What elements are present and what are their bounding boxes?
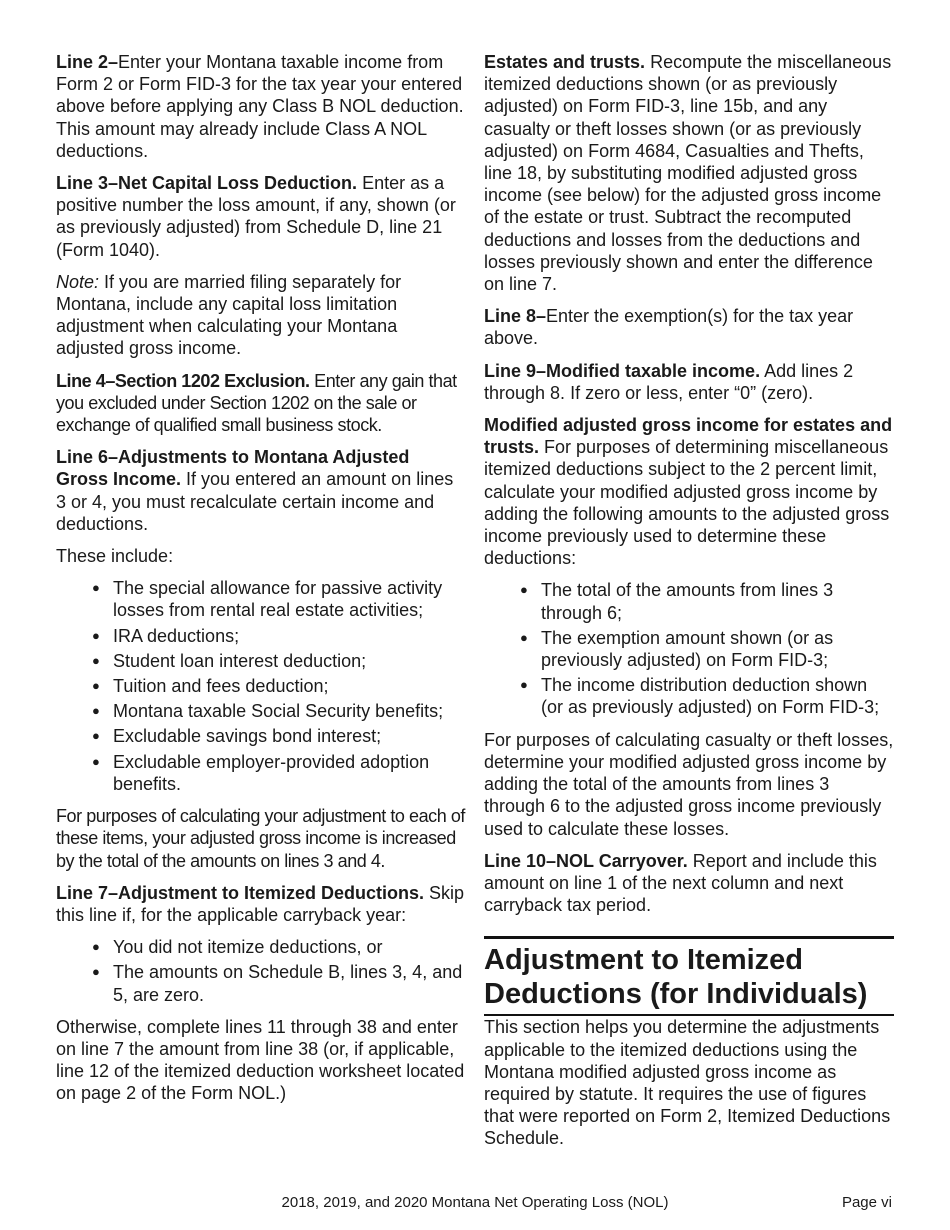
note-paragraph: [56, 271, 466, 360]
line-3-paragraph: [56, 172, 466, 261]
line-9-paragraph: [484, 360, 894, 404]
list-item: ● Student loan interest deduction;: [92, 650, 466, 672]
otherwise-text: Otherwise, complete lines 11 through 38 and enter on line 7 the amount from line 38 (or, if applicable, line 12 of the itemized deduction worksheet located on page 2 of the Form NOL.): [56, 1016, 465, 1104]
line-4-heading: Line 4–Section 1202 Exclusion.: [56, 370, 310, 391]
footer-title: 2018, 2019, and 2020 Montana Net Operating Loss (NOL): [281, 1194, 669, 1211]
list-item: ● You did not itemize deductions, or: [92, 936, 466, 958]
line-4-text: Enter any gain that you excluded under Section 1202 on the sale or exchange of qualified small business stock.: [56, 370, 457, 436]
skip-conditions-list: [56, 936, 466, 1006]
line-8-paragraph: [484, 305, 894, 349]
list-item: ● The special allowance for passive activity losses from rental real estate activities;: [92, 577, 466, 621]
estates-text: Recompute the miscellaneous itemized deductions shown (or as previously adjusted) on Form FID-3, line 15b, and any casualty or theft losses shown (or as previously adjusted) on Form 4684, Casualties and Thefts, line 18, by substituting modified adjusted gross income (see below) for the adjusted gross income of the estate or trust. Subtract the recomputed deductions and losses from the deductions and losses previously shown and enter the difference on line 7.: [484, 52, 892, 295]
line-2-text: Enter your Montana taxable income from Form 2 or Form FID-3 for the tax year your entered above before applying any Class B NOL deduction. This amount may already include Class A NOL deductions.: [56, 52, 464, 161]
line-7-text: Skip this line if, for the applicable carryback year:: [56, 882, 465, 925]
list-item: ● IRA deductions;: [92, 625, 466, 647]
list-item: ● The income distribution deduction shown (or as previously adjusted) on Form FID-3;: [520, 674, 894, 718]
these-include-text: These include:: [56, 546, 174, 567]
page-number: Page vi: [841, 1194, 892, 1211]
line-3-text: Enter as a positive number the loss amount, if any, shown (or as previously adjusted) from Schedule D, line 21 (Form 1040).: [56, 173, 456, 260]
line-10-paragraph: [484, 850, 894, 917]
line-7-paragraph: [56, 882, 466, 926]
adjustment-items-list: [56, 577, 466, 795]
list-item: ● The amounts on Schedule B, lines 3, 4, and 5, are zero.: [92, 961, 466, 1005]
note-text: If you are married filing separately for Montana, include any capital loss limitation adjustment when calculating your Montana adjusted gross income.: [56, 271, 402, 359]
line-8-text: Enter the exemption(s) for the tax year above.: [484, 306, 854, 349]
line-3-heading: Line 3–Net Capital Loss Deduction.: [56, 173, 358, 194]
section-heading: Adjustment to Itemized Deductions (for Individuals): [484, 936, 894, 1016]
line-4-paragraph: [56, 370, 466, 437]
list-item: ● The total of the amounts from lines 3 through 6;: [520, 579, 894, 623]
modified-agi-paragraph: [484, 414, 894, 569]
left-column: [56, 51, 466, 1115]
note-label: Note:: [56, 271, 100, 292]
line-2-paragraph: [56, 51, 466, 162]
adjustment-purposes-text: For purposes of calculating your adjustment to each of these items, your adjusted gross income is increased by the total of the amounts on lines 3 and 4.: [56, 806, 465, 871]
line-6-paragraph: [56, 446, 466, 535]
line-9-text: Add lines 2 through 8. If zero or less, enter “0” (zero).: [484, 360, 854, 403]
casualty-text: For purposes of calculating casualty or theft losses, determine your modified adjusted gross income by adding the total of the amounts from lines 3 through 6 to the adjusted gross income previously used to calculate these losses.: [484, 729, 894, 839]
section-intro-text: This section helps you determine the adjustments applicable to the itemized deductions using the Montana modified adjusted gross income as required by statute. It requires the use of figures that were reported on Form 2, Itemized Deductions Schedule.: [484, 1017, 891, 1149]
estates-heading: Estates and trusts.: [484, 52, 646, 72]
line-8-heading: Line 8–: [484, 306, 547, 327]
estates-paragraph: [484, 51, 894, 295]
line-6-text: If you entered an amount on lines 3 or 4, you must recalculate certain income and deductions.: [56, 469, 454, 534]
list-item: ● Excludable employer-provided adoption benefits.: [92, 751, 466, 795]
line-7-heading: Line 7–Adjustment to Itemized Deductions.: [56, 882, 425, 903]
modified-agi-text: For purposes of determining miscellaneous itemized deductions subject to the 2 percent limit, calculate your modified adjusted gross income by adding the following amounts to the adjusted gross income previously used to determine these deductions:: [484, 437, 890, 569]
line-9-heading: Line 9–Modified taxable income.: [484, 360, 761, 381]
line-10-text: Report and include this amount on line 1 of the next column and next carryback tax period.: [484, 850, 877, 916]
list-item: ● Montana taxable Social Security benefits;: [92, 700, 466, 722]
list-item: ● The exemption amount shown (or as previously adjusted) on Form FID-3;: [520, 627, 894, 671]
line-2-heading: Line 2–: [56, 52, 119, 72]
line-10-heading: Line 10–NOL Carryover.: [484, 850, 688, 871]
right-column: [484, 51, 894, 1160]
line-6-heading: Line 6–Adjustments to Montana Adjusted Gross Income.: [56, 447, 410, 490]
list-item: ● Tuition and fees deduction;: [92, 675, 466, 697]
list-item: ● Excludable savings bond interest;: [92, 725, 466, 747]
modified-agi-heading: Modified adjusted gross income for estates and trusts.: [484, 415, 893, 458]
modified-agi-list: [484, 579, 894, 718]
